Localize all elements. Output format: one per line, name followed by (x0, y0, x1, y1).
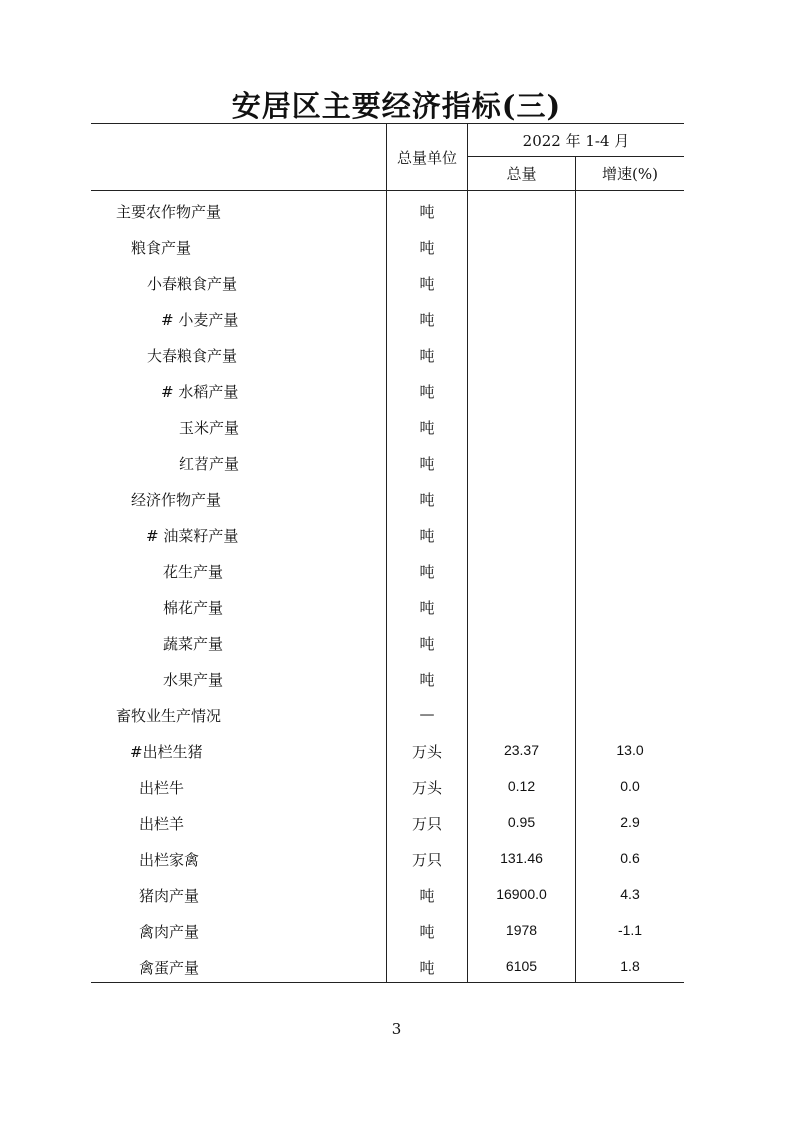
table-row (91, 696, 684, 732)
row-total: 23.37 (503, 742, 540, 758)
row-label: 棉花产量 (163, 599, 224, 617)
table-row (91, 192, 684, 228)
row-total: 131.46 (500, 850, 543, 866)
row-growth: 1.8 (620, 958, 640, 974)
table-row (91, 948, 684, 984)
row-growth: 4.3 (620, 886, 640, 902)
row-label: 小春粮食产量 (147, 275, 238, 293)
row-label: 禽蛋产量 (139, 959, 200, 977)
table-row (91, 588, 684, 624)
row-unit: 吨 (419, 275, 435, 293)
table-row (91, 444, 684, 480)
row-unit: 吨 (419, 311, 435, 329)
row-unit: 吨 (419, 671, 435, 689)
row-total: 0.95 (507, 814, 536, 830)
header-bottom-divider (91, 190, 684, 191)
table-row (91, 336, 684, 372)
table-row (91, 660, 684, 696)
row-unit: 吨 (419, 239, 435, 257)
table-row (91, 804, 684, 840)
table-row (91, 480, 684, 516)
row-label: 花生产量 (163, 563, 224, 581)
row-growth: 13.0 (616, 742, 644, 758)
table-row (91, 552, 684, 588)
row-growth: 2.9 (620, 814, 640, 830)
row-label: 蔬菜产量 (163, 635, 224, 653)
header-sub-divider (467, 156, 684, 157)
row-label: 大春粮食产量 (147, 347, 238, 365)
row-unit: 吨 (419, 635, 435, 653)
row-label: 禽肉产量 (139, 923, 200, 941)
row-unit: 吨 (419, 959, 435, 977)
row-unit: 吨 (419, 563, 435, 581)
row-unit: 吨 (419, 455, 435, 473)
header-unit: 总量单位 (396, 149, 457, 167)
row-total: 0.12 (507, 778, 536, 794)
row-label: # 小麦产量 (161, 311, 239, 329)
row-total: 1978 (505, 922, 538, 938)
table-row (91, 228, 684, 264)
row-unit: 吨 (419, 887, 435, 905)
table-row (91, 264, 684, 300)
row-label: # 油菜籽产量 (146, 527, 239, 545)
row-label: 出栏牛 (139, 779, 185, 797)
row-label: 出栏家禽 (139, 851, 200, 869)
row-unit: 吨 (419, 347, 435, 365)
row-unit: 吨 (419, 419, 435, 437)
row-growth: -1.1 (617, 922, 643, 938)
row-label: 玉米产量 (179, 419, 240, 437)
row-label: #出栏生猪 (130, 743, 203, 761)
row-total: 16900.0 (496, 886, 547, 902)
row-unit: 万只 (411, 815, 442, 833)
row-total: 6105 (505, 958, 538, 974)
row-label: 猪肉产量 (139, 887, 200, 905)
row-label: 粮食产量 (131, 239, 192, 257)
table-row (91, 840, 684, 876)
row-label: # 水稻产量 (161, 383, 239, 401)
row-unit: 吨 (419, 527, 435, 545)
row-label: 红苕产量 (179, 455, 240, 473)
table-row (91, 408, 684, 444)
row-unit: 吨 (419, 383, 435, 401)
table-row (91, 516, 684, 552)
row-growth: 0.6 (620, 850, 640, 866)
table-row (91, 300, 684, 336)
row-unit: 吨 (419, 203, 435, 221)
row-unit: 吨 (419, 491, 435, 509)
row-unit: 吨 (419, 923, 435, 941)
header-total: 总量 (506, 165, 537, 183)
row-unit: — (419, 705, 435, 723)
row-label: 水果产量 (163, 671, 224, 689)
table-row (91, 624, 684, 660)
row-label: 主要农作物产量 (116, 203, 222, 221)
table-row (91, 876, 684, 912)
table-row (91, 912, 684, 948)
row-unit: 万头 (411, 779, 442, 797)
header-growth: 增速(%) (602, 165, 658, 183)
page-title: 安居区主要经济指标(三) (231, 89, 562, 123)
row-unit: 万头 (411, 743, 442, 761)
indicator-table (91, 123, 684, 983)
page-number: 3 (391, 1020, 402, 1038)
table-row (91, 768, 684, 804)
table-row (91, 372, 684, 408)
table-row (91, 732, 684, 768)
row-label: 畜牧业生产情况 (116, 707, 222, 725)
row-unit: 吨 (419, 599, 435, 617)
row-unit: 万只 (411, 851, 442, 869)
header-period: 2022 年 1-4 月 (522, 132, 630, 150)
row-label: 出栏羊 (139, 815, 185, 833)
row-label: 经济作物产量 (131, 491, 222, 509)
row-growth: 0.0 (620, 778, 640, 794)
